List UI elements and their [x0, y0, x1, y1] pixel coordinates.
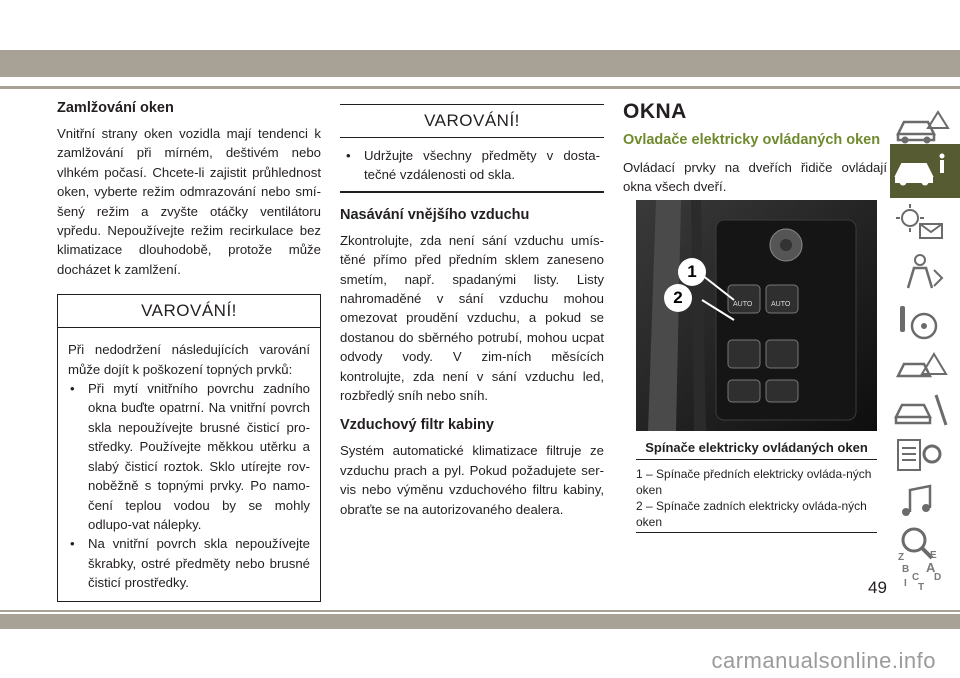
section-heading-cabin-filter: Vzduchový filtr kabiny: [340, 417, 494, 434]
car-info-icon[interactable]: [890, 144, 960, 198]
footer-rule: [0, 610, 960, 612]
column-middle: [340, 104, 604, 519]
car-tools-icon[interactable]: [890, 385, 960, 439]
section-heading-air-intake: Nasávání vnějšího vzduchu: [340, 206, 530, 223]
column-left: [57, 100, 321, 602]
warning-bullet: • Na vnitřní povrch skla nepoužívejte škrabky, ostré předměty nebo brusné čisticí prostředky.: [68, 534, 310, 592]
warning-box-heating: [57, 294, 321, 601]
cabin-filter-paragraph: Systém automatické klimatizace filtruje ze vzduchu prach a pyl. Pokud požadujete ser-vis nebo výměnu vzduchového filtru kabiny, obraťte se na autorizovaného dealera.: [340, 443, 604, 517]
warning-bullet: • Při mytí vnitřního povrchu zadního okna buďte opatrní. Na vnitřní povrch skla nepoužívejte brusné čisticí pro-středky. Používejte měkkou utěrku a slabý čisticí roztok. Sklo utírejte rov-noběžně s topnými prvky. Po namo-čení teplou vodou by se mohly odlupo-vat nálepky.: [68, 379, 310, 534]
warning-bullet: • Udržujte všechny předměty v dosta-tečné vzdálenosti od skla.: [344, 146, 600, 185]
caption-rule-top: [636, 459, 877, 460]
figure-caption: Spínače elektricky ovládaných oken: [645, 440, 868, 455]
windows-paragraph: Ovládací prvky na dveřích řidiče ovládají okna všech dveří.: [623, 160, 887, 195]
footer-band: [0, 614, 960, 629]
warning-body: [340, 138, 604, 191]
legend-item: 2 – Spínače zadních elektricky ovláda-ných oken: [636, 499, 867, 529]
warning-title: VAROVÁNÍ!: [340, 105, 604, 138]
legend-item: 1 – Spínače předních elektricky ovláda-ných oken: [636, 467, 872, 497]
column-right: [623, 100, 887, 197]
fogging-paragraph: Vnitřní strany oken vozidla mají tendenci k zamlžování při mírném, deštivém nebo vlhkém počasí. Chcete-li zajistit průhlednost oken, vyberte režim odmrazování nebo smí-šený režim a zvyšte otáčky ventilátoru vpředu. Nepoužívejte režim recirkulace bez klimatizace dlouhodobě, protože může docházet k zamlžení.: [57, 126, 321, 277]
lights-message-icon[interactable]: [890, 198, 960, 252]
callout-1: 1: [678, 258, 706, 286]
warning-body: [58, 328, 320, 600]
car-person-safety-icon[interactable]: [890, 248, 960, 302]
warning-title: VAROVÁNÍ!: [58, 295, 320, 328]
watermark: carmanualsonline.info: [711, 648, 936, 673]
switch-label-auto: AUTO: [733, 301, 753, 308]
figure-legend: [636, 466, 877, 530]
index-letters-icon[interactable]: Z E B A C D I T: [898, 550, 942, 593]
callout-2: 2: [664, 284, 692, 312]
chapter-title: OKNA: [623, 100, 687, 123]
warning-box-glass: [340, 104, 604, 193]
switch-label-auto: AUTO: [771, 301, 791, 308]
header-band: [0, 50, 960, 77]
page-number: 49: [868, 578, 887, 597]
warning-intro: Při nedodržení následujících varování může dojít k poškození topných prvků:: [68, 342, 310, 377]
section-heading-fogging: Zamlžování oken: [57, 100, 174, 116]
section-subtitle: Ovladače elektricky ovládaných oken: [623, 132, 881, 148]
window-switch-photo: [636, 200, 877, 431]
header-rule: [0, 86, 960, 89]
caption-rule-bottom: [636, 532, 877, 533]
air-intake-paragraph: Zkontrolujte, zda není sání vzduchu umís-těné přímo před předním sklem zaneseno smetím, např. spadanými listy. Listy nahromaděné v sání vzduchu mohou omezovat proudění vzduchu, a pokud se dostanou do sběrného potrubí, mohou ucpat odvody vody. V zim-ních měsících kontrolujte, zda není v sání vzduchu led, rozbředlý sníh nebo sníh.: [340, 232, 604, 404]
